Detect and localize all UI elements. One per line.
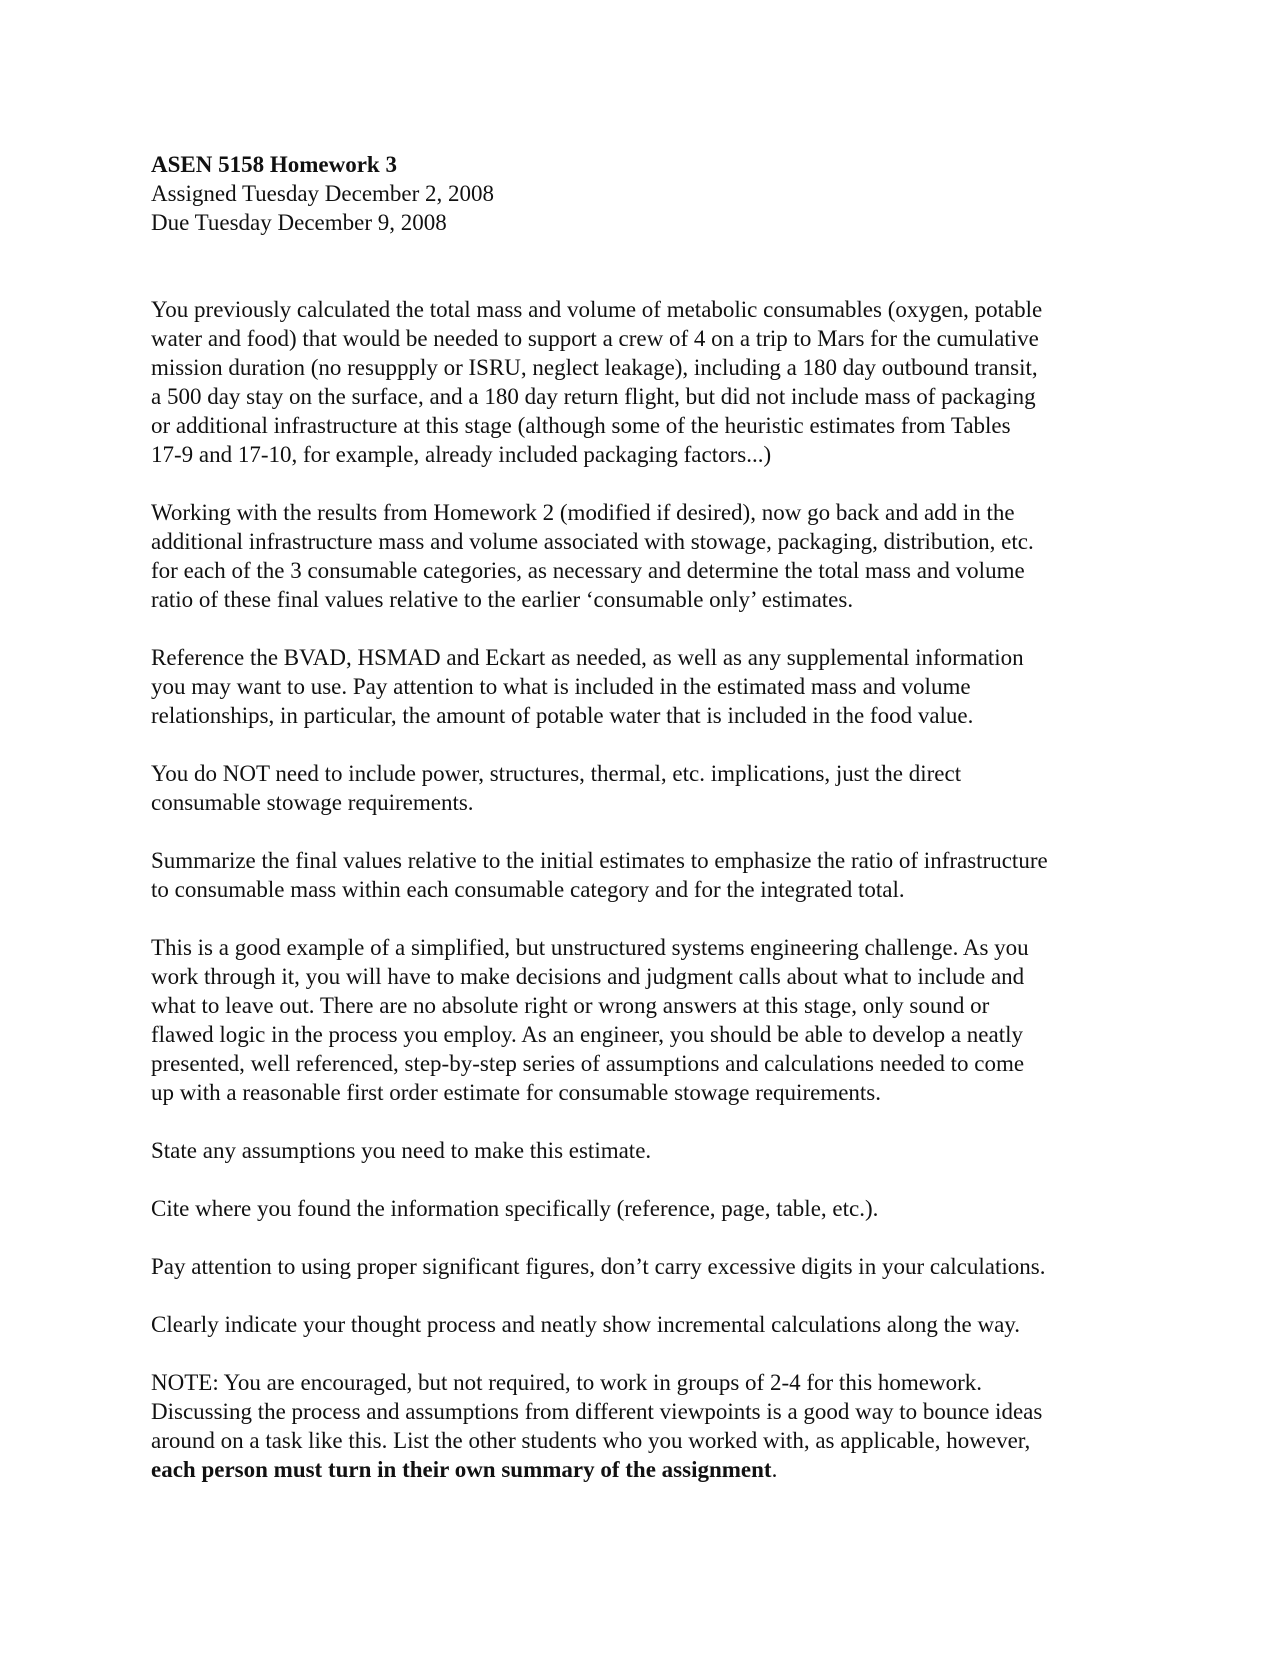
paragraph-line: You do NOT need to include power, structures, thermal, etc. implications, just the direct — [151, 761, 962, 786]
paragraph-line: additional infrastructure mass and volume associated with stowage, packaging, distribution, etc. — [151, 529, 1034, 554]
note-emphasis: each person must turn in their own summary of the assignment — [151, 1457, 772, 1482]
paragraph-significant-figures — [151, 1252, 1141, 1281]
paragraph-line: Summarize the final values relative to the initial estimates to emphasize the ratio of infrastructure — [151, 848, 1048, 873]
paragraph-line: relationships, in particular, the amount of potable water that is included in the food value. — [151, 703, 974, 728]
paragraph-line: 17-9 and 17-10, for example, already included packaging factors...) — [151, 442, 772, 467]
paragraph-note — [151, 1368, 1141, 1484]
document-body — [151, 150, 1141, 1513]
paragraph-thought-process — [151, 1310, 1141, 1339]
paragraph-line: up with a reasonable first order estimate for consumable stowage requirements. — [151, 1080, 882, 1105]
paragraph-line: you may want to use. Pay attention to what is included in the estimated mass and volume — [151, 674, 971, 699]
paragraph-line: consumable stowage requirements. — [151, 790, 474, 815]
paragraph-line: State any assumptions you need to make this estimate. — [151, 1138, 652, 1163]
paragraph-line: Cite where you found the information specifically (reference, page, table, etc.). — [151, 1196, 879, 1221]
paragraph-previous-calculation — [151, 295, 1141, 469]
note-line: around on a task like this. List the other students who you worked with, as applicable, however, — [151, 1428, 1031, 1453]
assigned-date: Assigned Tuesday December 2, 2008 — [151, 181, 495, 206]
paragraph-line: Clearly indicate your thought process and neatly show incremental calculations along the way. — [151, 1312, 1021, 1337]
note-period: . — [771, 1457, 778, 1482]
paragraph-line: work through it, you will have to make decisions and judgment calls about what to include and — [151, 964, 1025, 989]
paragraph-line: flawed logic in the process you employ. As an engineer, you should be able to develop a neatly — [151, 1022, 1023, 1047]
note-line: Discussing the process and assumptions from different viewpoints is a good way to bounce ideas — [151, 1399, 1043, 1424]
paragraph-systems-engineering — [151, 933, 1141, 1107]
paragraph-exclusions — [151, 759, 1141, 817]
document-header — [151, 150, 1141, 237]
paragraph-line: Pay attention to using proper significant figures, don’t carry excessive digits in your calculations. — [151, 1254, 1046, 1279]
paragraph-line: ratio of these final values relative to the earlier ‘consumable only’ estimates. — [151, 587, 854, 612]
paragraph-line: for each of the 3 consumable categories, as necessary and determine the total mass and volume — [151, 558, 1025, 583]
paragraph-summarize — [151, 846, 1141, 904]
paragraph-line: You previously calculated the total mass and volume of metabolic consumables (oxygen, potable — [151, 297, 1043, 322]
paragraph-line: what to leave out. There are no absolute right or wrong answers at this stage, only sound or — [151, 993, 990, 1018]
paragraph-line: or additional infrastructure at this stage (although some of the heuristic estimates from Tables — [151, 413, 1011, 438]
paragraph-line: Working with the results from Homework 2 (modified if desired), now go back and add in the — [151, 500, 1015, 525]
paragraph-line: This is a good example of a simplified, but unstructured systems engineering challenge. As you — [151, 935, 1029, 960]
paragraph-line: to consumable mass within each consumable category and for the integrated total. — [151, 877, 905, 902]
paragraph-line: a 500 day stay on the surface, and a 180 day return flight, but did not include mass of packaging — [151, 384, 1036, 409]
paragraph-line: Reference the BVAD, HSMAD and Eckart as needed, as well as any supplemental information — [151, 645, 1024, 670]
paragraph-assumptions — [151, 1136, 1141, 1165]
paragraph-line: water and food) that would be needed to support a crew of 4 on a trip to Mars for the cumulative — [151, 326, 1039, 351]
note-line: NOTE: You are encouraged, but not required, to work in groups of 2-4 for this homework. — [151, 1370, 983, 1395]
paragraph-cite-sources — [151, 1194, 1141, 1223]
paragraph-line: mission duration (no resuppply or ISRU, neglect leakage), including a 180 day outbound transit, — [151, 355, 1038, 380]
due-date: Due Tuesday December 9, 2008 — [151, 210, 447, 235]
paragraph-references — [151, 643, 1141, 730]
paragraph-line: presented, well referenced, step-by-step series of assumptions and calculations needed to come — [151, 1051, 1025, 1076]
document-title: ASEN 5158 Homework 3 — [151, 152, 397, 177]
paragraph-working-with-results — [151, 498, 1141, 614]
note-final-line — [151, 1455, 1141, 1484]
